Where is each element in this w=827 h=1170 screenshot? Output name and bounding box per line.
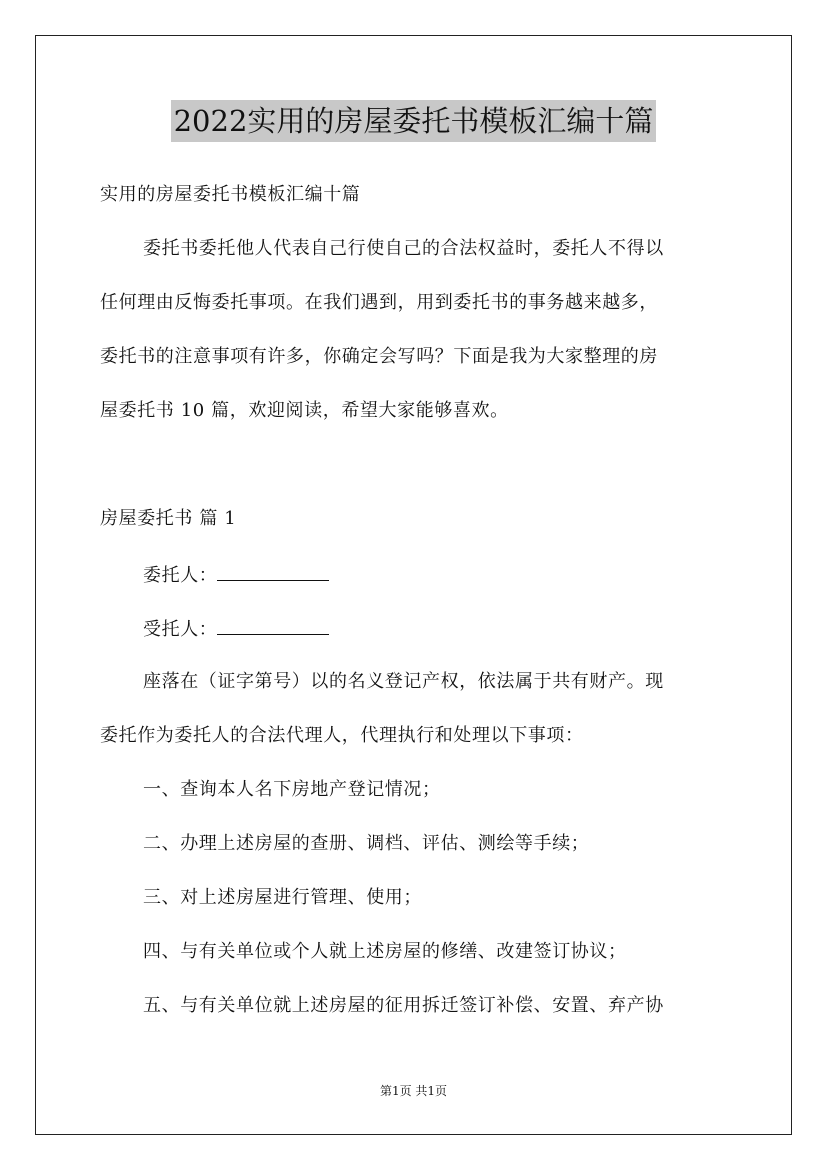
list-item: 四、与有关单位或个人就上述房屋的修缮、改建签订协议； bbox=[143, 941, 627, 962]
agent-label: 受托人： bbox=[143, 619, 218, 640]
intro-line-2: 任何理由反悔委托事项。在我们遇到，用到委托书的事务越来越多， bbox=[100, 292, 658, 313]
intro-line-1: 委托书委托他人代表自己行使自己的合法权益时，委托人不得以 bbox=[143, 238, 664, 259]
intro-line-3: 委托书的注意事项有许多，你确定会写吗？下面是我为大家整理的房 bbox=[100, 346, 658, 367]
agent-blank-line bbox=[217, 616, 329, 635]
page-footer: 第1页 共1页 bbox=[379, 1084, 448, 1098]
intro-line-4: 屋委托书 10 篇，欢迎阅读，希望大家能够喜欢。 bbox=[100, 400, 509, 421]
agent-field bbox=[143, 616, 727, 642]
principal-field bbox=[143, 562, 727, 588]
section-heading: 房屋委托书 篇 1 bbox=[100, 508, 237, 529]
list-item: 五、与有关单位就上述房屋的征用拆迁签订补偿、安置、弃产协 bbox=[143, 995, 664, 1016]
principal-label: 委托人： bbox=[143, 565, 218, 586]
list-item: 二、办理上述房屋的查册、调档、评估、测绘等手续； bbox=[143, 833, 590, 854]
body-line-1: 座落在（证字第号）以的名义登记产权，依法属于共有财产。现 bbox=[143, 671, 664, 692]
list-item: 一、查询本人名下房地产登记情况； bbox=[143, 779, 441, 800]
principal-blank-line bbox=[217, 562, 329, 581]
document-title: 2022实用的房屋委托书模板汇编十篇 bbox=[171, 100, 657, 142]
body-line-2: 委托作为委托人的合法代理人，代理执行和处理以下事项： bbox=[100, 725, 584, 746]
title-container bbox=[0, 100, 827, 142]
document-subtitle: 实用的房屋委托书模板汇编十篇 bbox=[100, 184, 361, 205]
list-item: 三、对上述房屋进行管理、使用； bbox=[143, 887, 422, 908]
